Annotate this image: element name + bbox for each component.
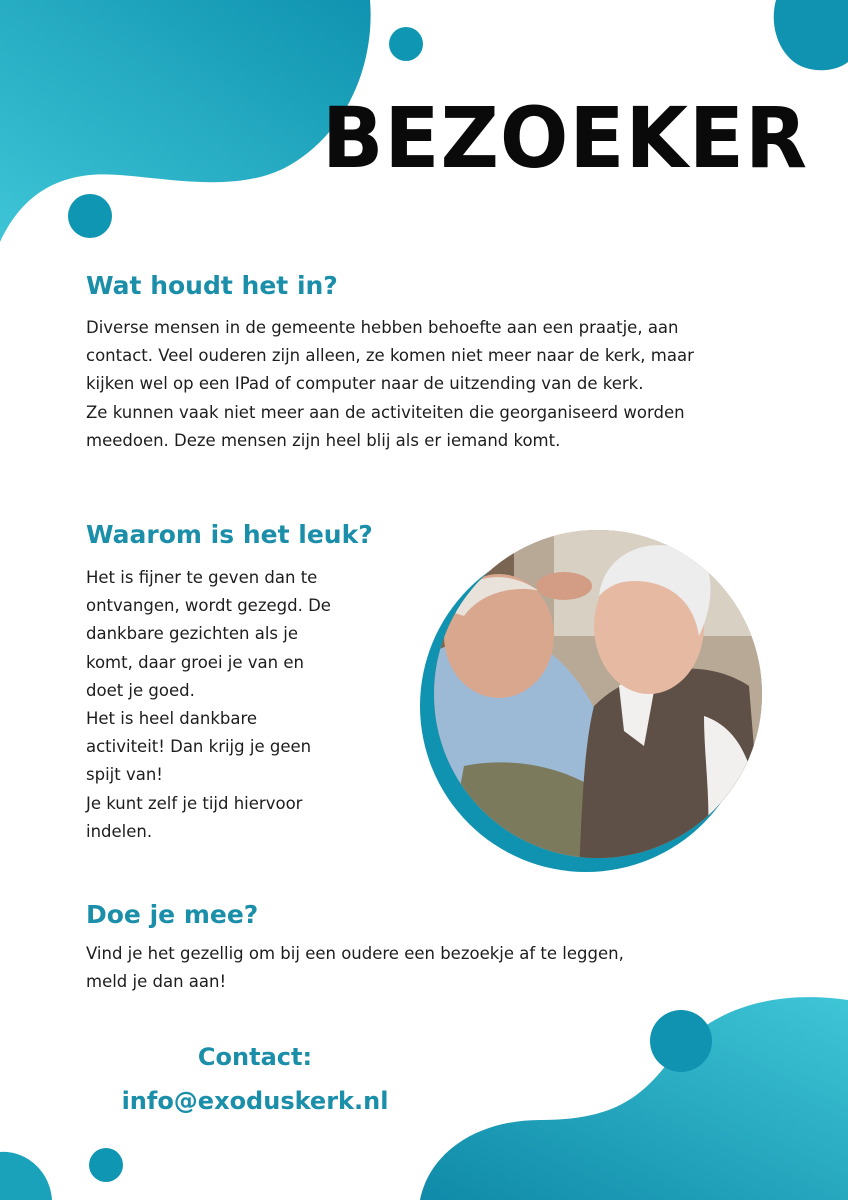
body-line: Diverse mensen in de gemeente hebben behoefte aan een praatje, aan (86, 318, 679, 337)
body-line: contact. Veel ouderen zijn alleen, ze komen niet meer naar de kerk, maar (86, 346, 694, 366)
contact-label: Contact: (197, 1043, 313, 1071)
body-line: Het is fijner te geven dan te (86, 568, 318, 587)
body-line: indelen. (86, 821, 153, 841)
body-line: Ze kunnen vaak niet meer aan de activiteiten die georganiseerd worden (86, 402, 685, 422)
section-heading-doe: Doe je mee? (86, 900, 259, 929)
body-line: ontvangen, wordt gezegd. De (86, 596, 331, 616)
dot-bottom-right (650, 1010, 712, 1072)
page-title: BEZOEKER (322, 89, 809, 187)
section-heading-waarom: Waarom is het leuk? (86, 520, 373, 549)
body-line: doet je goed. (86, 680, 195, 700)
contact-email-link[interactable]: info@exoduskerk.nl (121, 1087, 389, 1115)
body-line: meedoen. Deze mensen zijn heel blij als er iemand komt. (86, 430, 561, 450)
dot-bottom-left (89, 1148, 123, 1182)
section-body-waarom (86, 564, 331, 846)
body-line: activiteit! Dan krijg je geen (86, 737, 312, 757)
top-right-blob (770, 0, 848, 72)
dot-top-center (389, 27, 423, 61)
body-line: komt, daar groei je van en (86, 652, 304, 672)
section-heading-wat: Wat houdt het in? (86, 271, 338, 300)
elderly-men-photo (404, 516, 764, 872)
body-line: spijt van! (86, 765, 163, 785)
body-line: Je kunt zelf je tijd hiervoor (86, 793, 303, 813)
section-body-wat (86, 314, 694, 455)
body-line: dankbare gezichten als je (86, 624, 298, 644)
body-line: meld je dan aan! (86, 972, 227, 992)
body-line: kijken wel op een IPad of computer naar de uitzending van de kerk. (86, 374, 644, 394)
body-line: Het is heel dankbare (86, 709, 258, 729)
dot-left (68, 194, 112, 238)
body-line: Vind je het gezellig om bij een oudere een bezoekje af te leggen, (86, 944, 624, 963)
bottom-left-blob (0, 1150, 55, 1200)
section-body-doe (86, 940, 624, 996)
bottom-right-blob (420, 990, 848, 1200)
